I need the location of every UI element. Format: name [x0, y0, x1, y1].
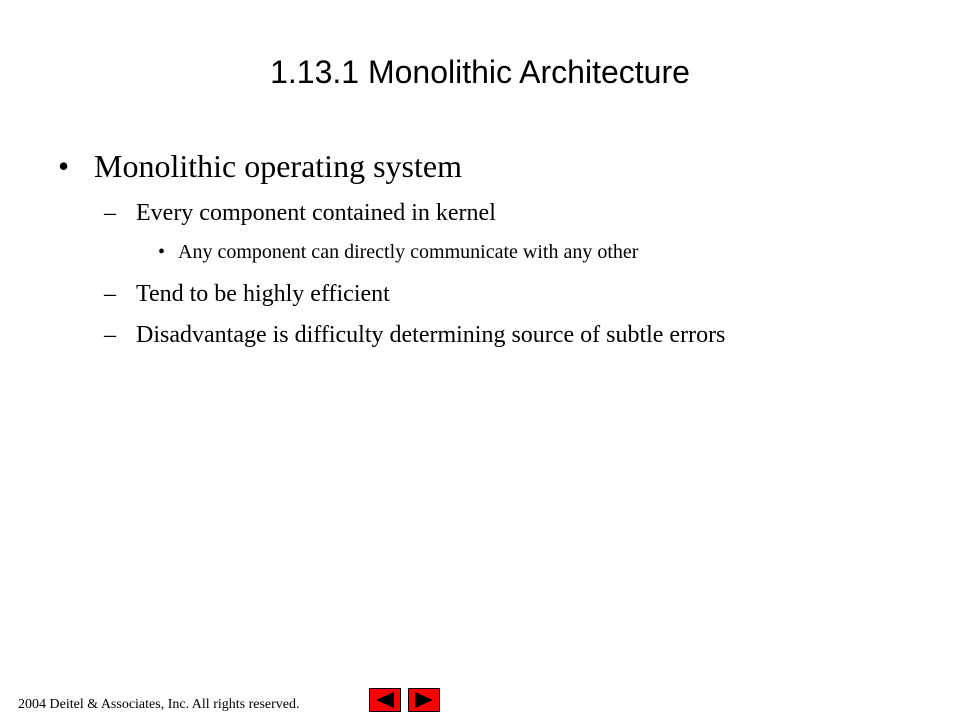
copyright-text: 2004 Deitel & Associates, Inc. All rights reserved.: [18, 697, 300, 712]
sub-bullet-text: Every component contained in kernel: [136, 200, 496, 226]
dash-marker: –: [104, 281, 116, 307]
sub-bullet-disadvantage: [104, 320, 725, 350]
sub-bullet-text: Tend to be highly efficient: [136, 281, 390, 307]
bullet-text: Monolithic operating system: [94, 148, 462, 184]
bullet-marker: •: [58, 148, 70, 184]
right-triangle-icon: [409, 689, 439, 711]
left-triangle-icon: [370, 689, 400, 711]
dash-marker: –: [104, 200, 116, 226]
slide-title: 1.13.1 Monolithic Architecture: [270, 54, 690, 90]
sub-sub-bullet-communicate: [158, 239, 638, 265]
sub-sub-bullet-text: Any component can directly communicate with any other: [178, 241, 639, 263]
sub-bullet-text: Disadvantage is difficulty determining source of subtle errors: [136, 322, 726, 348]
sub-bullet-kernel: [104, 198, 496, 228]
previous-slide-button[interactable]: [369, 688, 401, 712]
bullet-marker: •: [158, 241, 166, 263]
sub-bullet-efficient: [104, 279, 390, 309]
footer-copyright: [18, 696, 300, 714]
next-slide-button[interactable]: [408, 688, 440, 712]
bullet-level1: [58, 146, 462, 186]
dash-marker: –: [104, 322, 116, 348]
